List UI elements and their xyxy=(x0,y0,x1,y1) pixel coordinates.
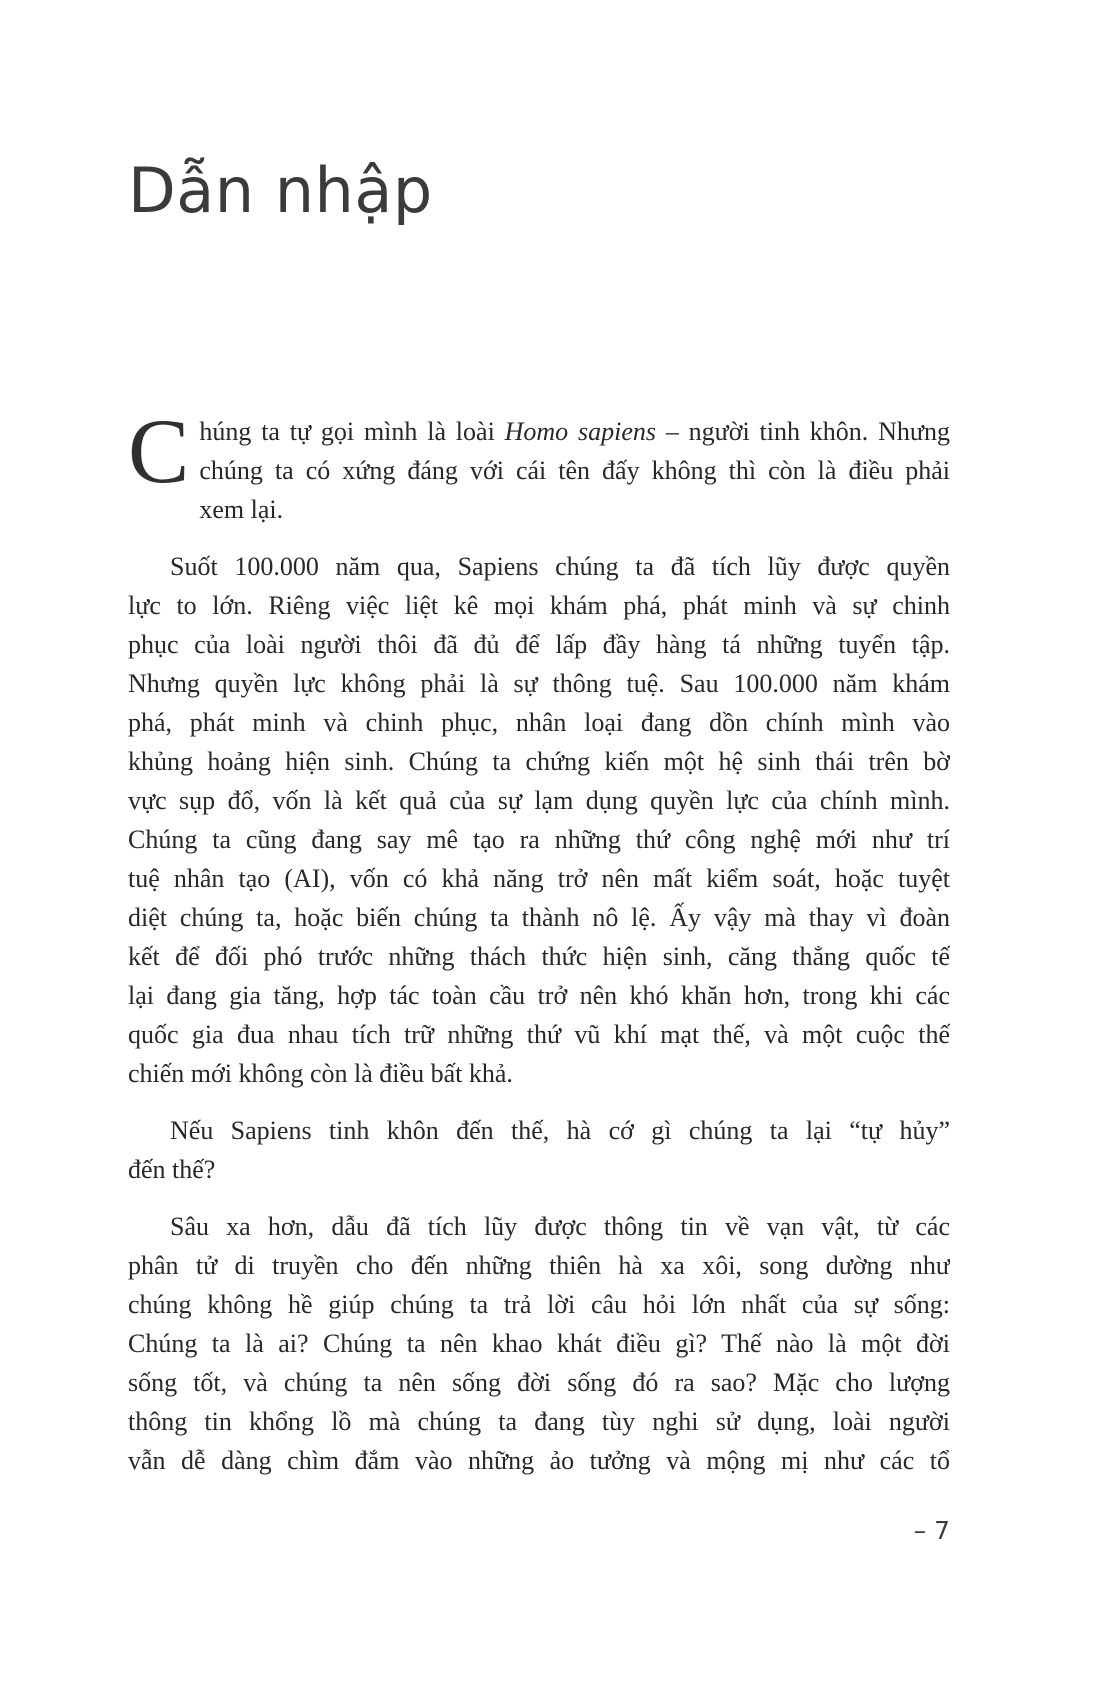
text-segment: chúng ta có xứng đáng với cái tên đấy không thì còn là điều phải xyxy=(199,456,950,485)
text-line xyxy=(128,1150,950,1189)
text-line xyxy=(128,976,950,1015)
text-line xyxy=(128,1363,950,1402)
text-line xyxy=(128,820,950,859)
text-segment: vẫn dễ dàng chìm đắm vào những ảo tưởng và mộng mị như các tổ xyxy=(128,1446,950,1475)
text-segment: vực sụp đổ, vốn là kết quả của sự lạm dụng quyền lực của chính mình. xyxy=(128,786,950,815)
text-line xyxy=(199,412,950,451)
drop-cap: C xyxy=(128,400,190,502)
text-line xyxy=(128,1402,950,1441)
text-segment: sống tốt, và chúng ta nên sống đời sống đó ra sao? Mặc cho lượng xyxy=(128,1368,950,1397)
paragraph xyxy=(128,1111,950,1189)
paragraph xyxy=(128,400,950,529)
text-line xyxy=(128,1441,950,1480)
text-line xyxy=(128,898,950,937)
text-segment: kết để đối phó trước những thách thức hiện sinh, căng thẳng quốc tế xyxy=(128,942,950,971)
text-block xyxy=(128,400,950,1480)
text-segment: chiến mới không còn là điều bất khả. xyxy=(128,1059,513,1088)
text-segment: lực to lớn. Riêng việc liệt kê mọi khám phá, phát minh và sự chinh xyxy=(128,591,950,620)
text-segment: húng ta tự gọi mình là loài xyxy=(199,417,505,446)
text-segment: Chúng ta là ai? Chúng ta nên khao khát điều gì? Thế nào là một đời xyxy=(128,1329,950,1358)
text-line xyxy=(128,1015,950,1054)
text-segment: thông tin khổng lồ mà chúng ta đang tùy nghi sử dụng, loài người xyxy=(128,1407,950,1436)
text-line xyxy=(128,742,950,781)
text-line xyxy=(128,703,950,742)
text-line xyxy=(128,1246,950,1285)
text-line xyxy=(128,1207,950,1246)
text-segment: Chúng ta cũng đang say mê tạo ra những thứ công nghệ mới như trí xyxy=(128,825,950,854)
text-line xyxy=(199,490,950,529)
text-segment: – người tinh khôn. Nhưng xyxy=(656,417,950,446)
text-segment: xem lại. xyxy=(199,495,284,524)
text-segment: đến thế? xyxy=(128,1155,216,1184)
text-line xyxy=(199,451,950,490)
text-line xyxy=(128,859,950,898)
text-segment: tuệ nhân tạo (AI), vốn có khả năng trở nên mất kiểm soát, hoặc tuyệt xyxy=(128,864,950,893)
page-title: Dẫn nhập xyxy=(128,154,433,227)
text-segment: Nếu Sapiens tinh khôn đến thế, hà cớ gì chúng ta lại “tự hủy” xyxy=(170,1116,950,1145)
paragraph xyxy=(128,1207,950,1480)
text-line xyxy=(128,781,950,820)
text-segment: phục của loài người thôi đã đủ để lấp đầy hàng tá những tuyển tập. xyxy=(128,630,950,659)
text-line xyxy=(128,1285,950,1324)
text-line xyxy=(128,664,950,703)
text-segment: phân tử di truyền cho đến những thiên hà xa xôi, song dường như xyxy=(128,1251,950,1280)
text-line xyxy=(128,1111,950,1150)
text-line xyxy=(128,1324,950,1363)
italic-text: Homo sapiens xyxy=(504,417,656,446)
text-segment: quốc gia đua nhau tích trữ những thứ vũ khí mạt thế, và một cuộc thế xyxy=(128,1020,950,1049)
text-line xyxy=(128,547,950,586)
text-line xyxy=(128,625,950,664)
text-segment: chúng không hề giúp chúng ta trả lời câu hỏi lớn nhất của sự sống: xyxy=(128,1290,950,1319)
text-segment: lại đang gia tăng, hợp tác toàn cầu trở nên khó khăn hơn, trong khi các xyxy=(128,981,950,1010)
text-segment: diệt chúng ta, hoặc biến chúng ta thành nô lệ. Ấy vậy mà thay vì đoàn xyxy=(128,903,950,932)
text-line xyxy=(128,937,950,976)
text-segment: Suốt 100.000 năm qua, Sapiens chúng ta đã tích lũy được quyền xyxy=(170,552,950,581)
text-segment: Sâu xa hơn, dẫu đã tích lũy được thông tin về vạn vật, từ các xyxy=(170,1212,950,1241)
text-line xyxy=(128,586,950,625)
paragraph xyxy=(128,547,950,1093)
text-segment: khủng hoảng hiện sinh. Chúng ta chứng kiến một hệ sinh thái trên bờ xyxy=(128,747,950,776)
text-segment: Nhưng quyền lực không phải là sự thông tuệ. Sau 100.000 năm khám xyxy=(128,669,950,698)
text-segment: phá, phát minh và chinh phục, nhân loại đang dồn chính mình vào xyxy=(128,708,950,737)
page-number: – 7 xyxy=(913,1516,950,1545)
text-line xyxy=(128,1054,950,1093)
